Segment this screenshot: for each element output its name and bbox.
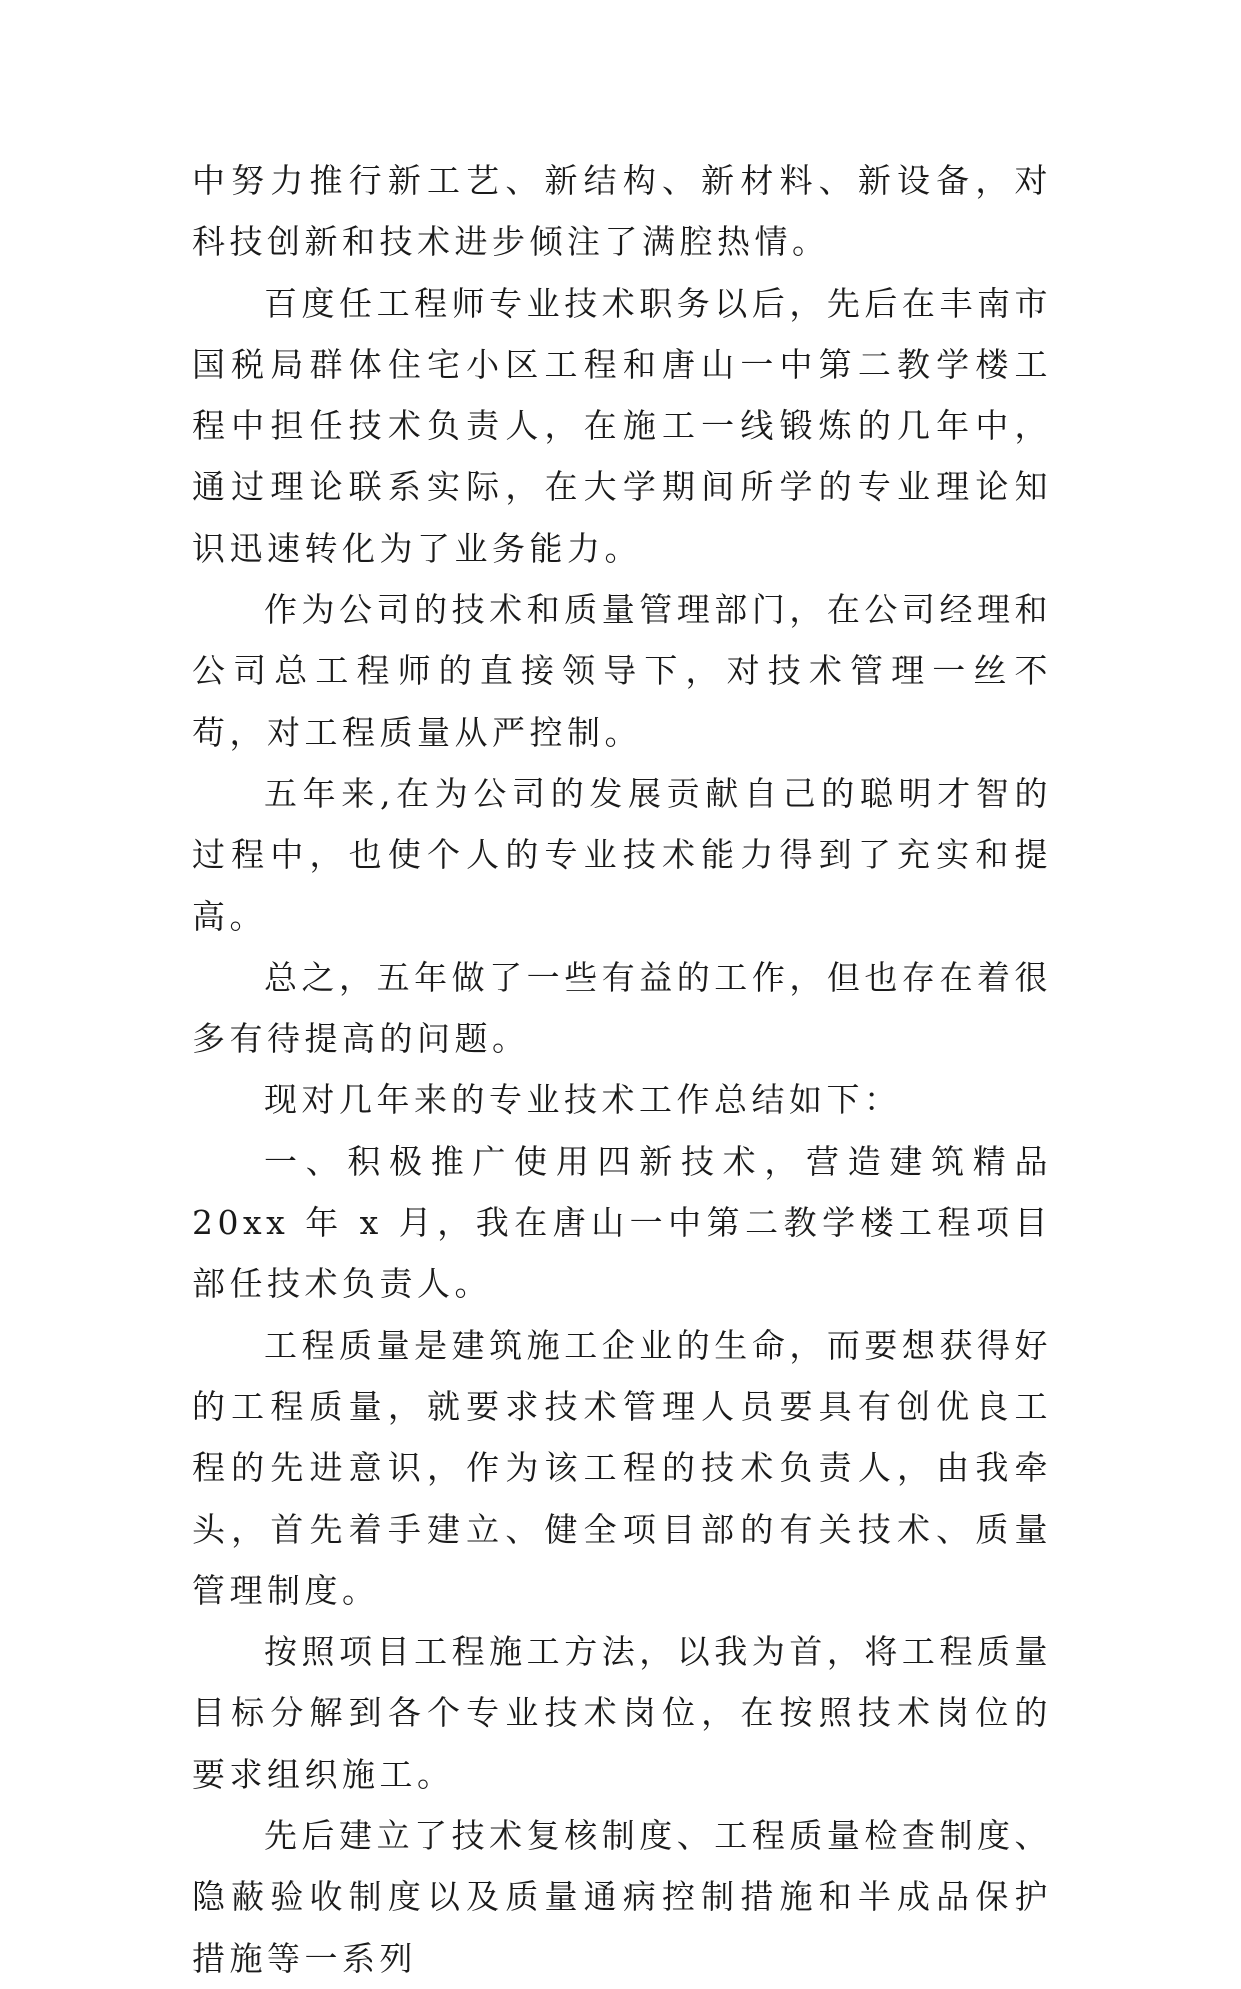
document-body [192,150,1052,1989]
paragraph: 中努力推行新工艺、新结构、新材料、新设备，对科技创新和技术进步倾注了满腔热情。 [192,161,1052,262]
paragraph: 先后建立了技术复核制度、工程质量检查制度、隐蔽验收制度以及质量通病控制措施和半成品保护措施等一系列 [192,1816,1052,1978]
paragraph: 一、积极推广使用四新技术，营造建筑精品 20xx 年 x 月，我在唐山一中第二教学楼工程项目部任技术负责人。 [192,1141,1052,1304]
paragraph: 按照项目工程施工方法，以我为首，将工程质量目标分解到各个专业技术岗位，在按照技术岗位的要求组织施工。 [192,1632,1052,1794]
paragraph: 现对几年来的专业技术工作总结如下： [264,1080,902,1120]
paragraph: 工程质量是建筑施工企业的生命，而要想获得好的工程质量，就要求技术管理人员要具有创优良工程的先进意识，作为该工程的技术负责人，由我牵头，首先着手建立、健全项目部的有关技术、质量管理制度。 [192,1325,1052,1610]
paragraph: 五年来,在为公司的发展贡献自己的聪明才智的过程中，也使个人的专业技术能力得到了充实和提高。 [192,773,1052,936]
paragraph: 作为公司的技术和质量管理部门，在公司经理和公司总工程师的直接领导下，对技术管理一丝不苟，对工程质量从严控制。 [192,590,1052,752]
paragraph: 总之，五年做了一些有益的工作，但也存在着很多有待提高的问题。 [192,957,1052,1059]
paragraph: 百度任工程师专业技术职务以后，先后在丰南市国税局群体住宅小区工程和唐山一中第二教学楼工程中担任技术负责人，在施工一线锻炼的几年中，通过理论联系实际，在大学期间所学的专业理论知识迅速转化为了业务能力。 [192,283,1052,568]
